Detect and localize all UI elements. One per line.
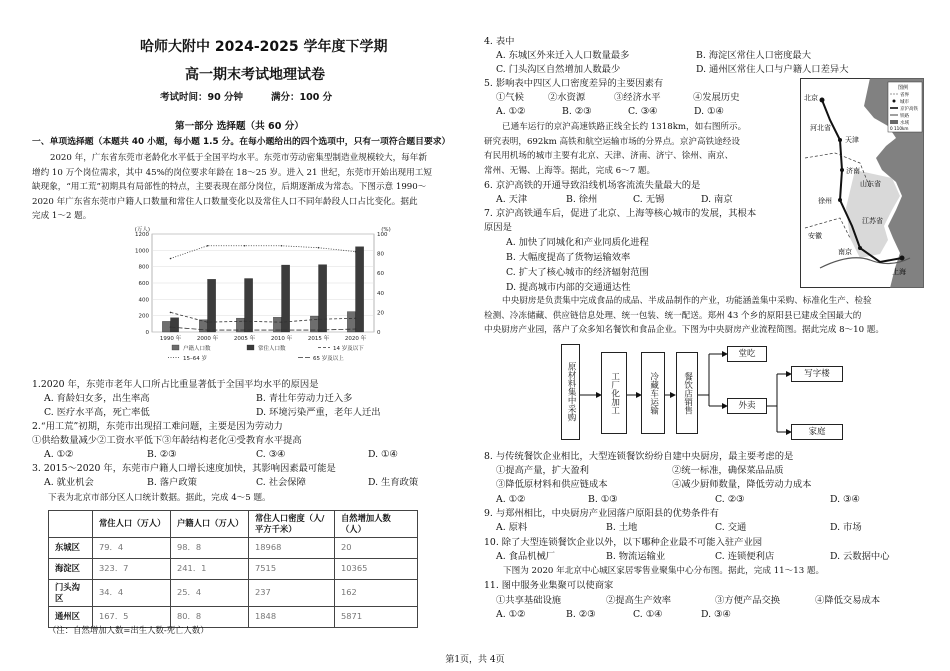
question-11-stem: 11. 图中服务业集聚可以使商家 <box>484 580 614 591</box>
q9-option-c[interactable]: C. 交通 <box>715 522 747 533</box>
district-table <box>48 510 418 628</box>
question-5-stem: 5. 影响表中四区人口密度差异的主要因素有 <box>484 78 664 89</box>
q8-option-d[interactable]: D. ③④ <box>830 494 860 505</box>
intro-line: 增约 10 万个岗位需求，其中 45%的岗位要求年龄在 18～25 岁。进入 21 世纪，东莞市开始出现用工短 <box>32 167 432 178</box>
kitchen-paragraph <box>484 294 924 338</box>
legend-label: 户籍人口数 <box>183 346 211 352</box>
q10-option-a[interactable]: A. 食品机械厂 <box>496 551 556 562</box>
q7-option-a[interactable]: A. 加快了同城化和产业同质化进程 <box>506 237 649 248</box>
q10-option-d[interactable]: D. 云数据中心 <box>830 551 890 562</box>
q11-option-c[interactable]: C. ①④ <box>633 609 663 620</box>
map-label-anhui: 安徽 <box>808 232 822 240</box>
bar-0 <box>310 316 318 332</box>
q9-option-a[interactable]: A. 原料 <box>496 522 528 533</box>
question-1-stem: 1.2020 年，东莞市老年人口所占比重显著低于全国平均水平的原因是 <box>32 379 319 390</box>
q10-option-b[interactable]: B. 物流运输业 <box>606 551 666 562</box>
line-point <box>207 321 209 323</box>
question-8-stem: 8. 与传统餐饮企业相比，大型连锁餐饮纷纷自建中央厨房，最主要考虑的是 <box>484 451 794 462</box>
map-label-xuzhou: 徐州 <box>818 197 832 205</box>
table-cell: 237 <box>249 579 335 606</box>
q5-item: ②水资源 <box>548 92 586 103</box>
q6-option-d[interactable]: D. 南京 <box>701 194 733 205</box>
question-3-stem: 3. 2015～2020 年，东莞市户籍人口增长速度加快，其影响因素最可能是 <box>32 463 336 474</box>
q9-option-d[interactable]: D. 市场 <box>830 522 862 533</box>
q5-option-c[interactable]: C. ③④ <box>628 106 658 117</box>
left-tick-label: 600 <box>138 281 149 287</box>
q2-option-b[interactable]: B. ②③ <box>147 449 177 460</box>
q5-item: ③经济水平 <box>614 92 661 103</box>
exam-title-subject: 高一期末考试地理试卷 <box>185 67 325 83</box>
line-point <box>281 329 283 331</box>
map-label-beijing: 北京 <box>804 94 818 102</box>
line-point <box>318 247 320 249</box>
right-tick-label: 60 <box>377 271 384 278</box>
flow-box-dine-in: 堂吃 <box>727 346 767 362</box>
q11-item: ④降低交易成本 <box>815 595 881 606</box>
x-tick-label: 2010 年 <box>270 336 293 342</box>
flow-box-procurement: 原材料集中采购 <box>561 344 580 440</box>
intro-line: 缺现象，“用工荒”初期具有局部性的特点，主要表现在部分岗位，后期逐渐成为常态。下图示意 1990～ <box>32 182 427 192</box>
map-label-jinan: 济南 <box>846 167 860 175</box>
left-tick-label: 200 <box>138 313 149 320</box>
flow-box-home: 家庭 <box>791 424 843 440</box>
q7-option-c[interactable]: C. 扩大了核心城市的经济辐射范围 <box>506 267 649 278</box>
legend-swatch <box>172 345 179 350</box>
map-legend-title: 图例 <box>898 85 909 91</box>
table-cell: 98．8 <box>171 537 249 558</box>
line-point <box>170 326 172 328</box>
q8-option-c[interactable]: C. ②③ <box>715 494 745 505</box>
q3-option-a[interactable]: A. 就业机会 <box>44 477 94 488</box>
line-point <box>355 317 357 319</box>
kitchen-line: 中央厨房是负责集中完成食品的成品、半成品制作的产业，功能涵盖集中采购、标准化生产、检验 <box>502 296 872 306</box>
question-7-stem: 7. 京沪高铁通车后，促进了北京、上海等核心城市的发展，其根本 <box>484 208 757 219</box>
line-point <box>281 321 283 323</box>
q8-item: ④减少厨师数量，降低劳动力成本 <box>672 479 812 490</box>
intro-line: 2020 年广东省东莞市户籍人口数量和常住人口数量变化以及常住人口不同年龄段人口占比变化。据此 <box>32 196 418 207</box>
hsr-line: 已通车运行的京沪高速铁路正线全长约 1318km，如右图所示。 <box>502 122 747 132</box>
line-point <box>281 245 283 247</box>
population-chart <box>122 222 402 374</box>
line-point <box>207 245 209 247</box>
question-2-items: ①供给数量减少②工资水平低下③年龄结构老化④受教育水平提高 <box>32 435 302 446</box>
q8-item: ③降低原材料和供应链成本 <box>496 479 608 490</box>
kitchen-line: 中央厨房产业园，落户了众多知名餐饮和食品企业。下图为中央厨房产业流程简图。据此完成 8～10 题。 <box>484 325 884 335</box>
q4-option-c[interactable]: C. 门头沟区自然增加人数最少 <box>496 64 621 75</box>
q9-option-b[interactable]: B. 土地 <box>606 522 638 533</box>
table-cell: 7515 <box>249 558 335 579</box>
legend-label: 65 岁及以上 <box>313 356 344 362</box>
table-cell: 167．5 <box>93 606 171 627</box>
line-point <box>318 318 320 320</box>
map-label-shandong: 山东省 <box>860 180 881 188</box>
table-cell: 34．4 <box>93 579 171 606</box>
table-cell: 20 <box>335 537 418 558</box>
q11-option-a[interactable]: A. ①② <box>496 609 526 620</box>
q2-option-a[interactable]: A. ①② <box>44 449 74 460</box>
bar-1 <box>319 265 327 332</box>
table-cell: 海淀区 <box>49 558 93 579</box>
q3-option-b[interactable]: B. 落户政策 <box>147 477 197 488</box>
q11-option-b[interactable]: B. ②③ <box>566 609 596 620</box>
q10-option-c[interactable]: C. 连锁便利店 <box>715 551 775 562</box>
table-cell: 241．1 <box>171 558 249 579</box>
legend-label: 14 岁及以下 <box>333 346 364 352</box>
q8-item: ②统一标准，确保菜品品质 <box>672 465 784 476</box>
exam-meta <box>160 92 360 105</box>
table-header-row <box>49 511 418 538</box>
table-cell: 门头沟区 <box>49 579 93 606</box>
bar-1 <box>245 279 253 332</box>
table-cell: 通州区 <box>49 606 93 627</box>
q6-option-c[interactable]: C. 无锡 <box>633 194 665 205</box>
line-point <box>207 329 209 331</box>
page-footer: 第1页，共 4页 <box>445 655 505 665</box>
q2-option-d[interactable]: D. ①④ <box>368 449 398 460</box>
left-tick-label: 1200 <box>135 232 149 238</box>
q4-option-d[interactable]: D. 通州区常住人口与户籍人口差异大 <box>696 64 849 75</box>
beijing-shanghai-hsr-map <box>800 78 924 288</box>
x-tick-label: 2020 年 <box>344 336 367 342</box>
left-axis-label: (万人) <box>134 227 150 233</box>
table-cell: 18968 <box>249 537 335 558</box>
line-point <box>355 251 357 253</box>
map-label-jiangsu: 江苏省 <box>862 217 883 225</box>
q5-option-d[interactable]: D. ①④ <box>694 106 724 117</box>
flow-box-factory: 工厂化加工 <box>601 352 627 434</box>
table-cell: 1848 <box>249 606 335 627</box>
exam-title-school: 哈师大附中 2024-2025 学年度下学期 <box>140 39 388 55</box>
flow-box-cold-transport: 冷藏车运输 <box>641 352 665 434</box>
table-cell: 5871 <box>335 606 418 627</box>
right-tick-label: 40 <box>377 290 384 297</box>
map-label-shanghai: 上海 <box>892 268 906 276</box>
map-scale: 0 110km <box>890 126 909 131</box>
q1-option-b[interactable]: B. 青壮年劳动力迁入多 <box>256 393 353 404</box>
question-4-stem: 4. 表中 <box>484 36 515 47</box>
q7-option-d[interactable]: D. 提高城市内部的交通通达性 <box>506 282 631 293</box>
line-point <box>244 320 246 322</box>
q7-option-b[interactable]: B. 大幅度提高了货物运输效率 <box>506 252 631 263</box>
part-heading: 第一部分 选择题（共 60 分） <box>175 121 304 132</box>
bar-1 <box>356 247 364 332</box>
right-tick-label: 20 <box>377 310 384 317</box>
map-label-tianjin: 天津 <box>845 136 859 144</box>
table-cell: 79．4 <box>93 537 171 558</box>
flow-box-restaurant: 餐饮店销售 <box>676 352 698 434</box>
left-tick-label: 1000 <box>135 248 149 255</box>
question-6-stem: 6. 京沪高铁的开通导致沿线机场客流流失量最大的是 <box>484 180 701 191</box>
map-legend-item: 铁路 <box>900 114 909 119</box>
q8-option-a[interactable]: A. ①② <box>496 494 526 505</box>
map-label-hebei: 河北省 <box>810 124 831 132</box>
line-point <box>244 329 246 331</box>
q11-intro: 下图为 2020 年北京中心城区家居零售业聚集中心分布图。据此，完成 11～13 题。 <box>503 566 825 576</box>
bar-1 <box>171 318 179 332</box>
table-header-cell: 常住人口（万人） <box>93 511 171 538</box>
hsr-paragraph <box>484 120 784 178</box>
map-legend-item: 水域 <box>900 121 909 126</box>
question-7-stem-cont: 原因是 <box>484 222 512 233</box>
legend-label: 常住人口数 <box>258 346 286 352</box>
hsr-line: 有民用机场的城市主要有北京、天津、济南、济宁、徐州、南京、 <box>484 151 734 161</box>
q5-item: ①气候 <box>496 92 524 103</box>
x-tick-label: 1990 年 <box>159 336 182 342</box>
q5-option-a[interactable]: A. ①② <box>496 106 526 117</box>
table-row <box>49 558 418 579</box>
table-header-cell <box>49 511 93 538</box>
right-axis-label: (%) <box>381 227 391 233</box>
flow-box-takeout: 外卖 <box>727 398 767 414</box>
exam-time: 考试时间：90 分钟 <box>160 92 244 103</box>
table-header-cell: 常住人口密度（人/平方千米） <box>249 511 335 538</box>
line-point <box>170 312 172 314</box>
line-point <box>244 245 246 247</box>
x-tick-label: 2005 年 <box>233 336 256 342</box>
q1-option-d[interactable]: D. 环境污染严重，老年人迁出 <box>256 407 381 418</box>
flow-box-office: 写字楼 <box>791 366 843 382</box>
question-10-stem: 10. 除了大型连锁餐饮企业以外，以下哪种企业最不可能入驻产业园 <box>484 537 763 548</box>
q8-item: ①提高产量，扩大盈利 <box>496 465 589 476</box>
left-tick-label: 400 <box>138 297 149 304</box>
table-intro: 下表为北京市部分区人口统计数据。据此，完成 4～5 题。 <box>48 493 271 503</box>
q11-item: ③方便产品交换 <box>715 595 781 606</box>
legend-swatch <box>247 345 254 350</box>
q4-option-b[interactable]: B. 海淀区常住人口密度最大 <box>696 50 812 61</box>
left-tick-label: 800 <box>138 264 149 271</box>
left-tick-label: 0 <box>145 330 149 336</box>
hsr-line: 研究表明，692km 高铁和航空运输市场的分界点。京沪高铁途经设 <box>484 136 740 147</box>
x-tick-label: 2015 年 <box>307 336 330 342</box>
map-legend-item: 京沪高铁 <box>900 107 918 112</box>
q4-option-a[interactable]: A. 东城区外来迁入人口数量最多 <box>496 50 630 61</box>
q1-option-a[interactable]: A. 育龄妇女多，出生率高 <box>44 393 150 404</box>
intro-line: 2020 年，广东省东莞市老龄化水平低于全国平均水平。东莞市劳动密集型制造业规模较大，每年新 <box>50 153 427 163</box>
table-cell: 东城区 <box>49 537 93 558</box>
q8-option-b[interactable]: B. ①③ <box>588 494 618 505</box>
q5-item: ④发展历史 <box>693 92 740 103</box>
table-cell: 323．7 <box>93 558 171 579</box>
q6-option-a[interactable]: A. 天津 <box>496 194 528 205</box>
line-point <box>355 328 357 330</box>
right-tick-label: 100 <box>377 232 388 238</box>
legend-label: 15–64 岁 <box>183 356 207 362</box>
question-9-stem: 9. 与郑州相比，中央厨房产业园落户原阳县的优势条件有 <box>484 508 719 519</box>
q2-option-c[interactable]: C. ③④ <box>256 449 286 460</box>
q6-option-b[interactable]: B. 徐州 <box>566 194 598 205</box>
map-legend-item: 城市 <box>900 100 909 105</box>
q3-option-c[interactable]: C. 社会保障 <box>256 477 306 488</box>
right-tick-label: 80 <box>377 251 384 258</box>
bar-1 <box>208 279 216 332</box>
table-cell: 80．8 <box>171 606 249 627</box>
exam-score: 满分：100 分 <box>271 92 333 103</box>
map-label-nanjing: 南京 <box>838 248 852 256</box>
hsr-line: 常州、无锡、上海等。据此，完成 6～7 题。 <box>484 165 656 176</box>
q11-option-d[interactable]: D. ③④ <box>701 609 731 620</box>
question-2-stem: 2.“用工荒”初期，东莞市出现招工难问题，主要是因为劳动力 <box>32 421 283 432</box>
line-point <box>318 329 320 331</box>
bar-0 <box>162 321 170 332</box>
q11-item: ②提高生产效率 <box>606 595 672 606</box>
table-header-cell: 自然增加人数（人） <box>335 511 418 538</box>
x-tick-label: 2000 年 <box>196 336 219 342</box>
table-cell: 162 <box>335 579 418 606</box>
right-tick-label: 0 <box>377 330 381 336</box>
q1-option-c[interactable]: C. 医疗水平高，死亡率低 <box>44 407 150 418</box>
intro-line: 完成 1～2 题。 <box>32 211 92 221</box>
table-cell: 25．4 <box>171 579 249 606</box>
table-cell: 10365 <box>335 558 418 579</box>
table-header-cell: 户籍人口（万人） <box>171 511 249 538</box>
map-legend-item: 省界 <box>900 93 909 98</box>
q3-option-d[interactable]: D. 生育政策 <box>368 477 419 488</box>
intro-paragraph <box>32 151 472 224</box>
q11-item: ①共享基础设施 <box>496 595 562 606</box>
q5-option-b[interactable]: B. ②③ <box>562 106 592 117</box>
line-point <box>170 258 172 260</box>
section-heading: 一、单项选择题（本题共 40 小题，每小题 1.5 分。在每小题给出的四个选项中，只有一项符合题目要求） <box>32 137 451 147</box>
table-note: （注：自然增加人数=出生人数-死亡人数） <box>48 625 209 635</box>
table-row <box>49 579 418 606</box>
kitchen-line: 检测、冷冻储藏、供应链信息处理、统一包装、统一配送。郑州 43 个乡的原阳县已建成全国最大的 <box>484 310 862 321</box>
table-row <box>49 537 418 558</box>
